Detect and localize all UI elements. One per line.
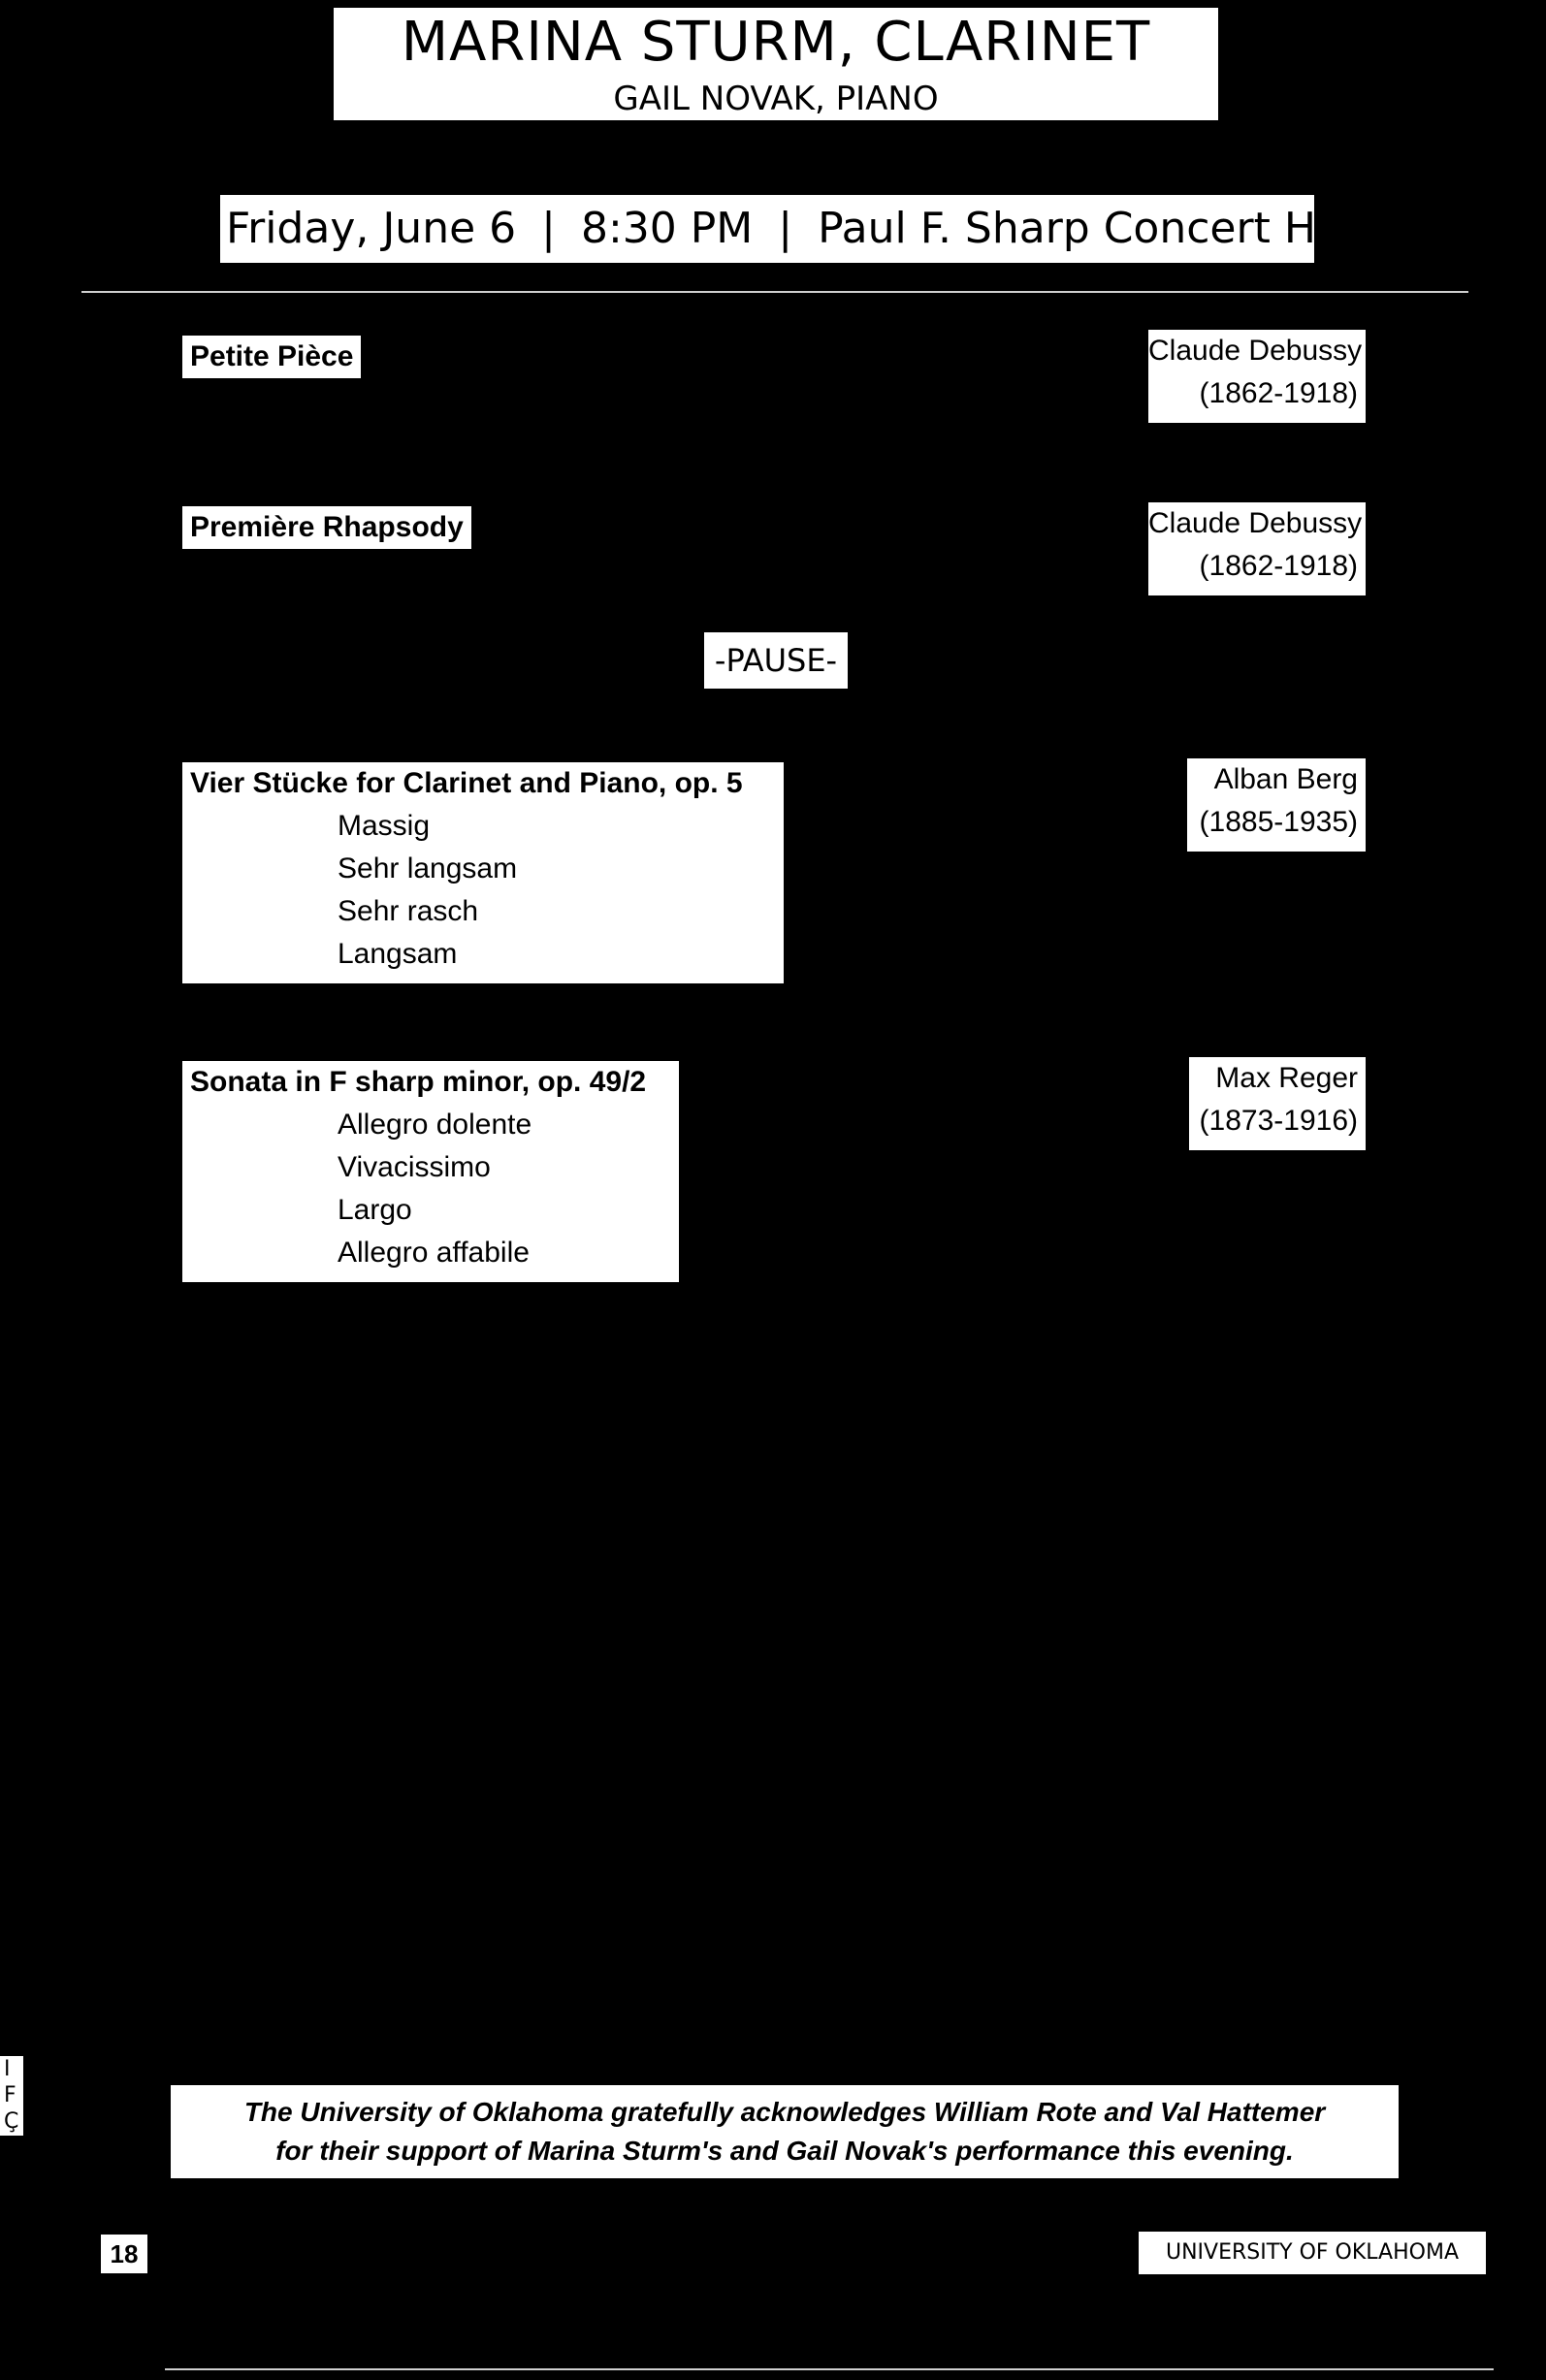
footer-rule	[165, 2368, 1494, 2370]
composer-dates: (1885-1935)	[1199, 806, 1358, 838]
composer-dates: (1862-1918)	[1199, 377, 1358, 409]
piece-title: Petite Pièce	[182, 336, 361, 378]
pause-label: -PAUSE-	[704, 632, 848, 689]
composer-block	[1148, 330, 1366, 423]
event-date: Friday, June 6	[226, 204, 517, 253]
separator: |	[541, 204, 556, 253]
composer-name: Claude Debussy	[1148, 507, 1363, 539]
acknowledgment-line: The University of Oklahoma gratefully acknowledges William Rote and Val Hattemer	[243, 2097, 1326, 2127]
composer-block	[1148, 502, 1366, 595]
movement: Sehr langsam	[338, 852, 518, 884]
piece-title: Vier Stücke for Clarinet and Piano, op. 5	[190, 767, 743, 799]
movement: Allegro dolente	[338, 1109, 532, 1141]
title-block	[334, 8, 1218, 120]
piece-block	[182, 762, 784, 983]
composer-block	[1189, 1057, 1366, 1150]
piece-title: Première Rhapsody	[182, 506, 471, 549]
composer-block	[1187, 758, 1366, 852]
acknowledgment-line: for their support of Marina Sturm's and Gail Novak's performance this evening.	[275, 2136, 1294, 2166]
page-title: MARINA STURM, CLARINET	[401, 11, 1151, 74]
separator: |	[778, 204, 793, 253]
header-rule	[81, 291, 1468, 293]
composer-name: Max Reger	[1215, 1062, 1358, 1094]
edge-marks: I F Ç	[0, 2056, 23, 2136]
page-subtitle: GAIL NOVAK, PIANO	[613, 80, 939, 118]
footer-label: UNIVERSITY OF OKLAHOMA	[1139, 2232, 1486, 2274]
piece-block	[182, 1061, 679, 1282]
composer-dates: (1873-1916)	[1199, 1105, 1358, 1137]
page-number: 18	[101, 2235, 147, 2273]
movement: Allegro affabile	[338, 1237, 530, 1269]
movement: Sehr rasch	[338, 895, 479, 927]
composer-dates: (1862-1918)	[1199, 550, 1358, 582]
movement: Massig	[338, 810, 431, 842]
event-details	[220, 195, 1367, 263]
acknowledgment	[171, 2085, 1399, 2178]
composer-name: Alban Berg	[1213, 763, 1358, 795]
event-venue: Paul F. Sharp Concert Hall	[818, 204, 1367, 253]
movement: Largo	[338, 1194, 412, 1226]
movement: Vivacissimo	[338, 1151, 491, 1183]
movement: Langsam	[338, 938, 458, 970]
piece-title: Sonata in F sharp minor, op. 49/2	[190, 1066, 647, 1098]
event-time: 8:30 PM	[580, 204, 754, 253]
composer-name: Claude Debussy	[1148, 335, 1363, 367]
